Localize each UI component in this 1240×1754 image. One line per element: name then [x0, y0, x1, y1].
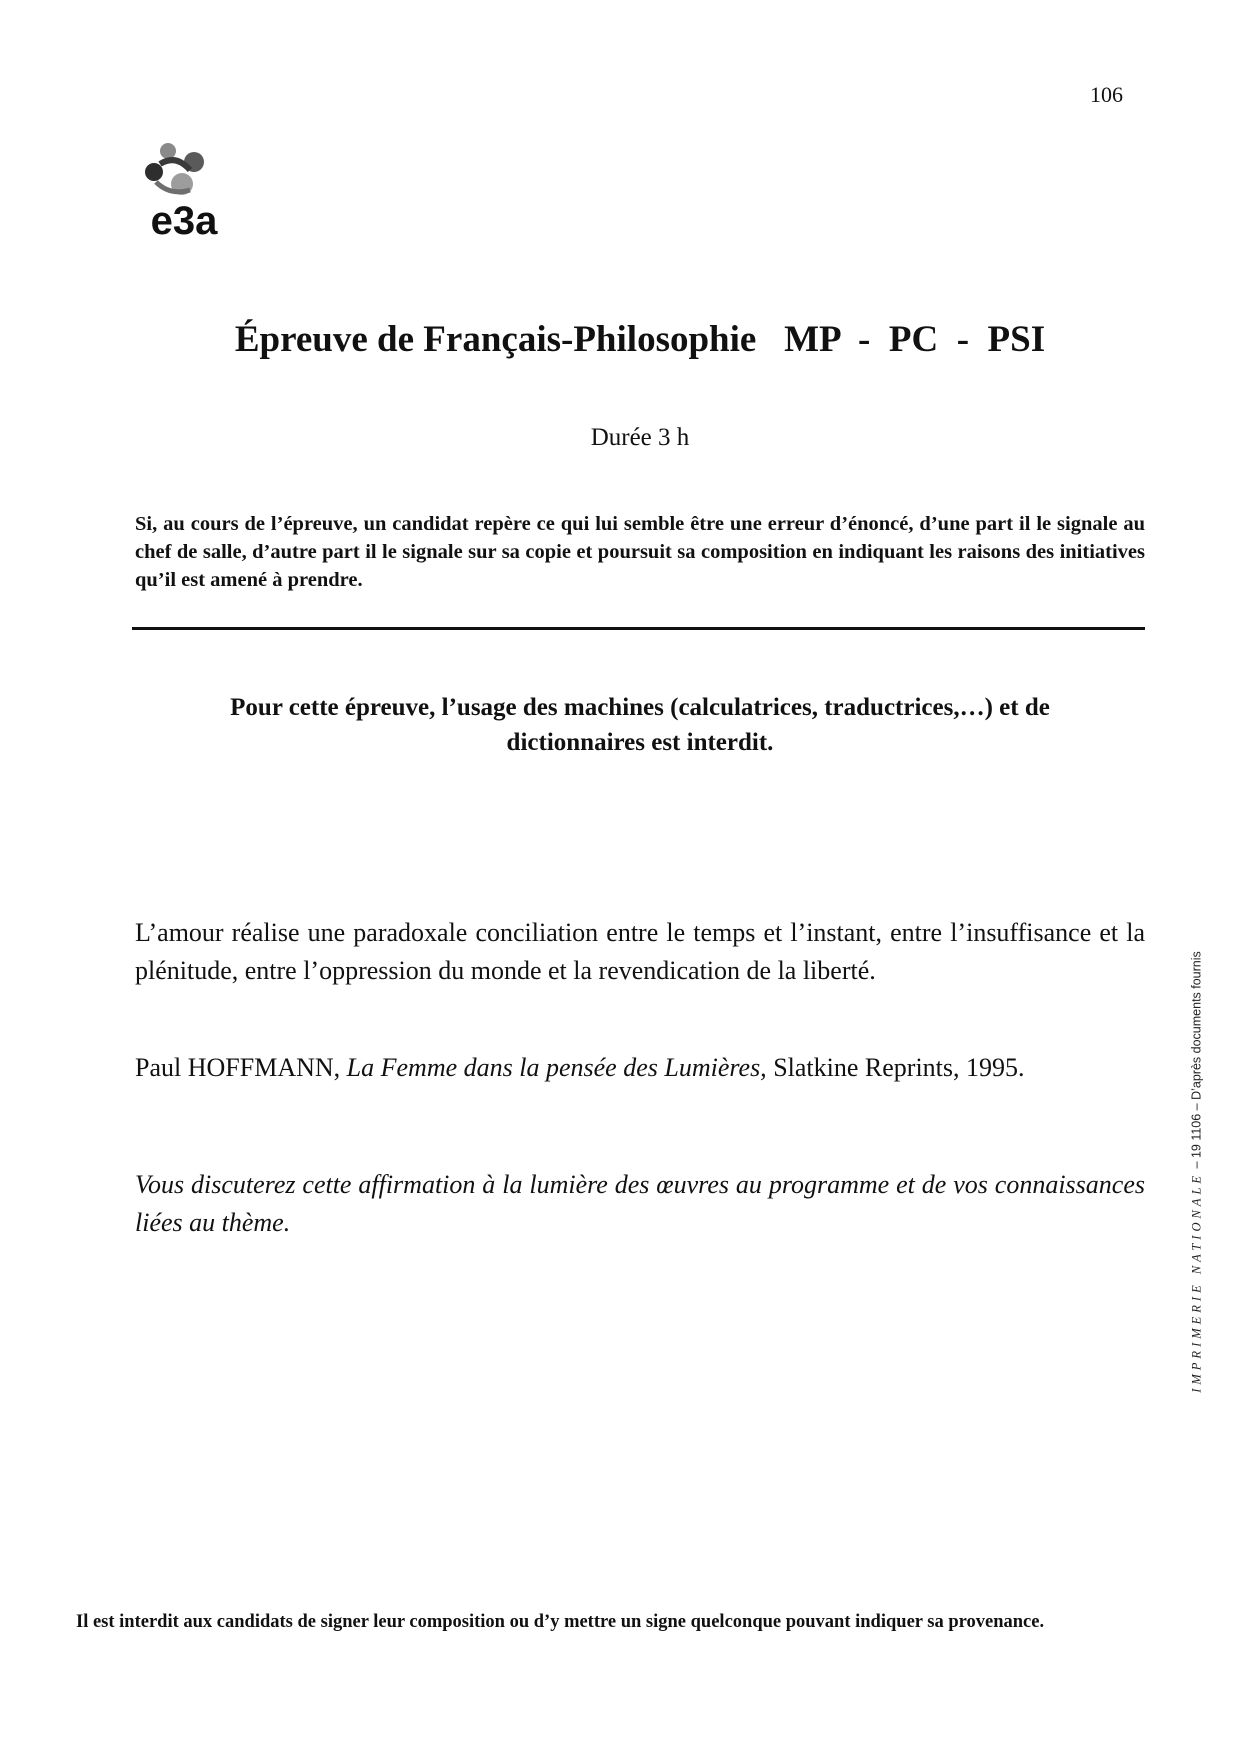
quote-text: L’amour réalise une paradoxale conciliation entre le temps et l’instant, entre l’insuffisance et la plénitude, entre l’oppression du monde et la revendication de la liberté.	[135, 918, 1145, 985]
exam-duration: Durée 3 h	[590, 424, 690, 451]
imprint-printer: IMPRIMERIE NATIONALE	[1189, 1171, 1204, 1393]
e3a-logo	[124, 138, 244, 242]
footer-notice: Il est interdit aux candidats de signer leur composition ou d’y mettre un signe quelconque pouvant indiquer sa provenance.	[76, 1612, 1045, 1632]
page-number: 106	[1090, 82, 1123, 107]
logo-wordmark: e3a	[150, 199, 218, 242]
machines-notice	[140, 690, 1140, 760]
imprint-code: – 19 1106 – D’après documents fournis	[1189, 951, 1204, 1172]
exam-title: Épreuve de Français-Philosophie MP - PC - PSI	[234, 319, 1046, 360]
essay-instruction: Vous discuterez cette affirmation à la lumière des œuvres au programme et de vos connaissances liées au thème.	[135, 1170, 1145, 1237]
machines-notice-line2: dictionnaires est interdit.	[506, 729, 774, 756]
quote-citation	[135, 1049, 1145, 1087]
citation-work: La Femme dans la pensée des Lumières,	[346, 1053, 767, 1082]
citation-author: Paul HOFFMANN,	[135, 1053, 347, 1082]
separator-rule	[132, 627, 1145, 630]
machines-notice-line1: Pour cette épreuve, l’usage des machines (calculatrices, traductrices,…) et de	[230, 694, 1050, 721]
error-notice: Si, au cours de l’épreuve, un candidat repère ce qui lui semble être une erreur d’énoncé, d’une part il le signale au chef de salle, d’autre part il le signale sur sa copie et poursuit sa composition en indiquant les raisons des initiatives qu’il est amené à prendre.	[135, 513, 1145, 591]
citation-publisher: Slatkine Reprints, 1995.	[766, 1053, 1025, 1082]
logo-emblem	[145, 143, 204, 195]
